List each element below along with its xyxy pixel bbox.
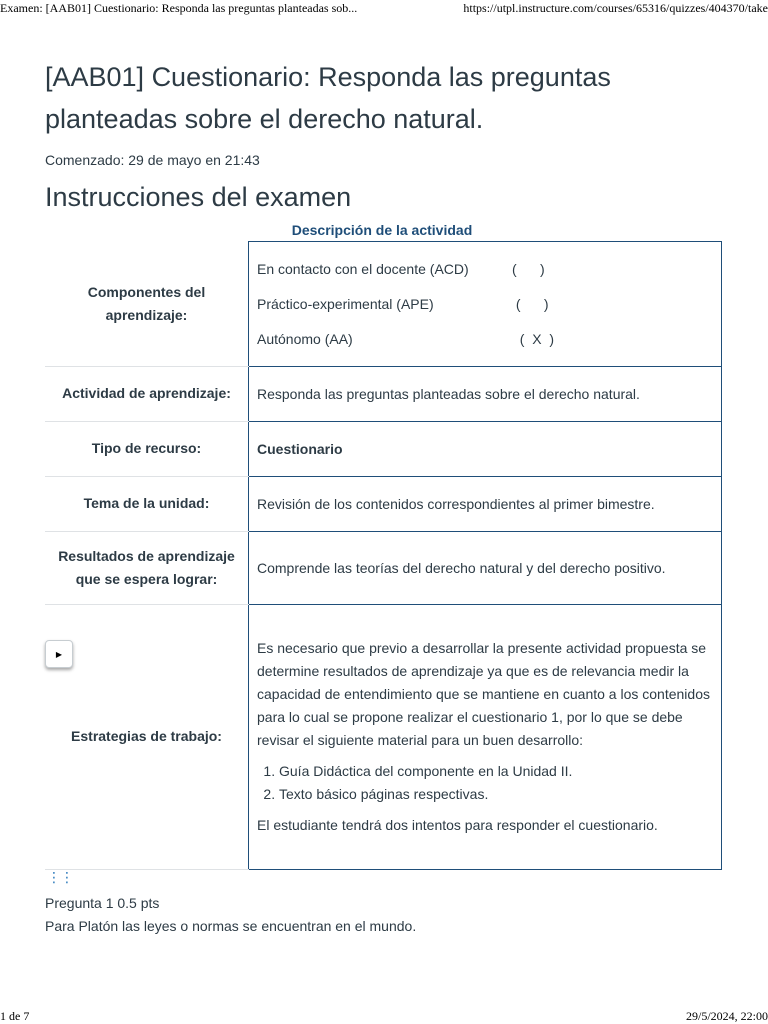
results-value: Comprende las teorías del derecho natural y del derecho positivo. bbox=[249, 531, 722, 604]
instructions-title: Instrucciones del examen bbox=[45, 182, 352, 212]
component-name: Práctico-experimental (APE) bbox=[257, 295, 434, 312]
print-footer bbox=[0, 1009, 768, 1024]
topic-value: Revisión de los contenidos correspondientes al primer bimestre. bbox=[249, 476, 722, 531]
quiz-started-time: Comenzado: 29 de mayo en 21:43 bbox=[45, 152, 260, 168]
table-row bbox=[45, 421, 722, 476]
results-label: Resultados de aprendizaje que se espera lograr: bbox=[45, 531, 249, 604]
resource-value: Cuestionario bbox=[249, 421, 722, 476]
strategies-outro: El estudiante tendrá dos intentos para responder el cuestionario. bbox=[257, 816, 658, 833]
page-number: 1 de 7 bbox=[0, 1009, 30, 1023]
resource-label: Tipo de recurso: bbox=[45, 421, 249, 476]
strategies-intro: Es necesario que previo a desarrollar la presente actividad propuesta se determine resultados de aprendizaje ya que es de relevancia medir la capacidad de entendimiento que se mantiene en cuanto a los contenidos para lo cual se propone realizar el cuestionario 1, por lo que se debe revisar el siguiente material para un buen desarrollo: bbox=[257, 639, 710, 748]
components-label: Componentes del aprendizaje: bbox=[45, 242, 249, 367]
strategies-value bbox=[249, 604, 722, 869]
play-icon: ▶ bbox=[55, 649, 63, 659]
drag-handle-icon[interactable]: ⋮⋮ bbox=[47, 869, 73, 885]
table-row bbox=[45, 604, 722, 869]
question-header: Pregunta 1 0.5 pts bbox=[45, 895, 160, 911]
activity-label: Actividad de aprendizaje: bbox=[45, 366, 249, 421]
list-item: 1. Guía Didáctica del componente en la Unidad II. bbox=[279, 760, 713, 783]
list-item: 2. Texto básico páginas respectivas. bbox=[279, 783, 713, 806]
table-row bbox=[45, 476, 722, 531]
quiz-title: [AAB01] Cuestionario: Responda las preguntas planteadas sobre el derecho natural. bbox=[45, 62, 611, 134]
strategies-label: Estrategias de trabajo: bbox=[45, 604, 249, 869]
topic-label: Tema de la unidad: bbox=[45, 476, 249, 531]
activity-caption bbox=[45, 219, 725, 241]
table-row bbox=[45, 242, 722, 367]
activity-value: Responda las preguntas planteadas sobre el derecho natural. bbox=[249, 366, 722, 421]
activity-table bbox=[45, 241, 722, 870]
print-header bbox=[0, 0, 768, 20]
component-item bbox=[257, 251, 713, 286]
activity-caption-text: Descripción de la actividad bbox=[291, 222, 473, 238]
table-row bbox=[45, 366, 722, 421]
print-header-url: https://utpl.instructure.com/courses/65316/quizzes/404370/take bbox=[463, 1, 768, 15]
component-item bbox=[257, 321, 713, 356]
print-header-title: Examen: [AAB01] Cuestionario: Responda las preguntas planteadas sob... bbox=[0, 1, 358, 15]
table-row bbox=[45, 531, 722, 604]
question-text: Para Platón las leyes o normas se encuentran en el mundo. bbox=[45, 918, 417, 934]
component-mark: ( ) bbox=[512, 260, 545, 277]
strategies-list bbox=[257, 760, 713, 806]
component-name: En contacto con el docente (ACD) bbox=[257, 260, 469, 277]
components-value bbox=[249, 242, 722, 367]
print-datetime: 29/5/2024, 22:00 bbox=[685, 1009, 768, 1023]
play-button[interactable] bbox=[45, 640, 73, 668]
component-name: Autónomo (AA) bbox=[257, 330, 353, 347]
quiz-content bbox=[45, 56, 725, 214]
component-mark: ( ) bbox=[512, 295, 549, 312]
component-item bbox=[257, 286, 713, 321]
component-mark: ( X ) bbox=[512, 330, 554, 347]
